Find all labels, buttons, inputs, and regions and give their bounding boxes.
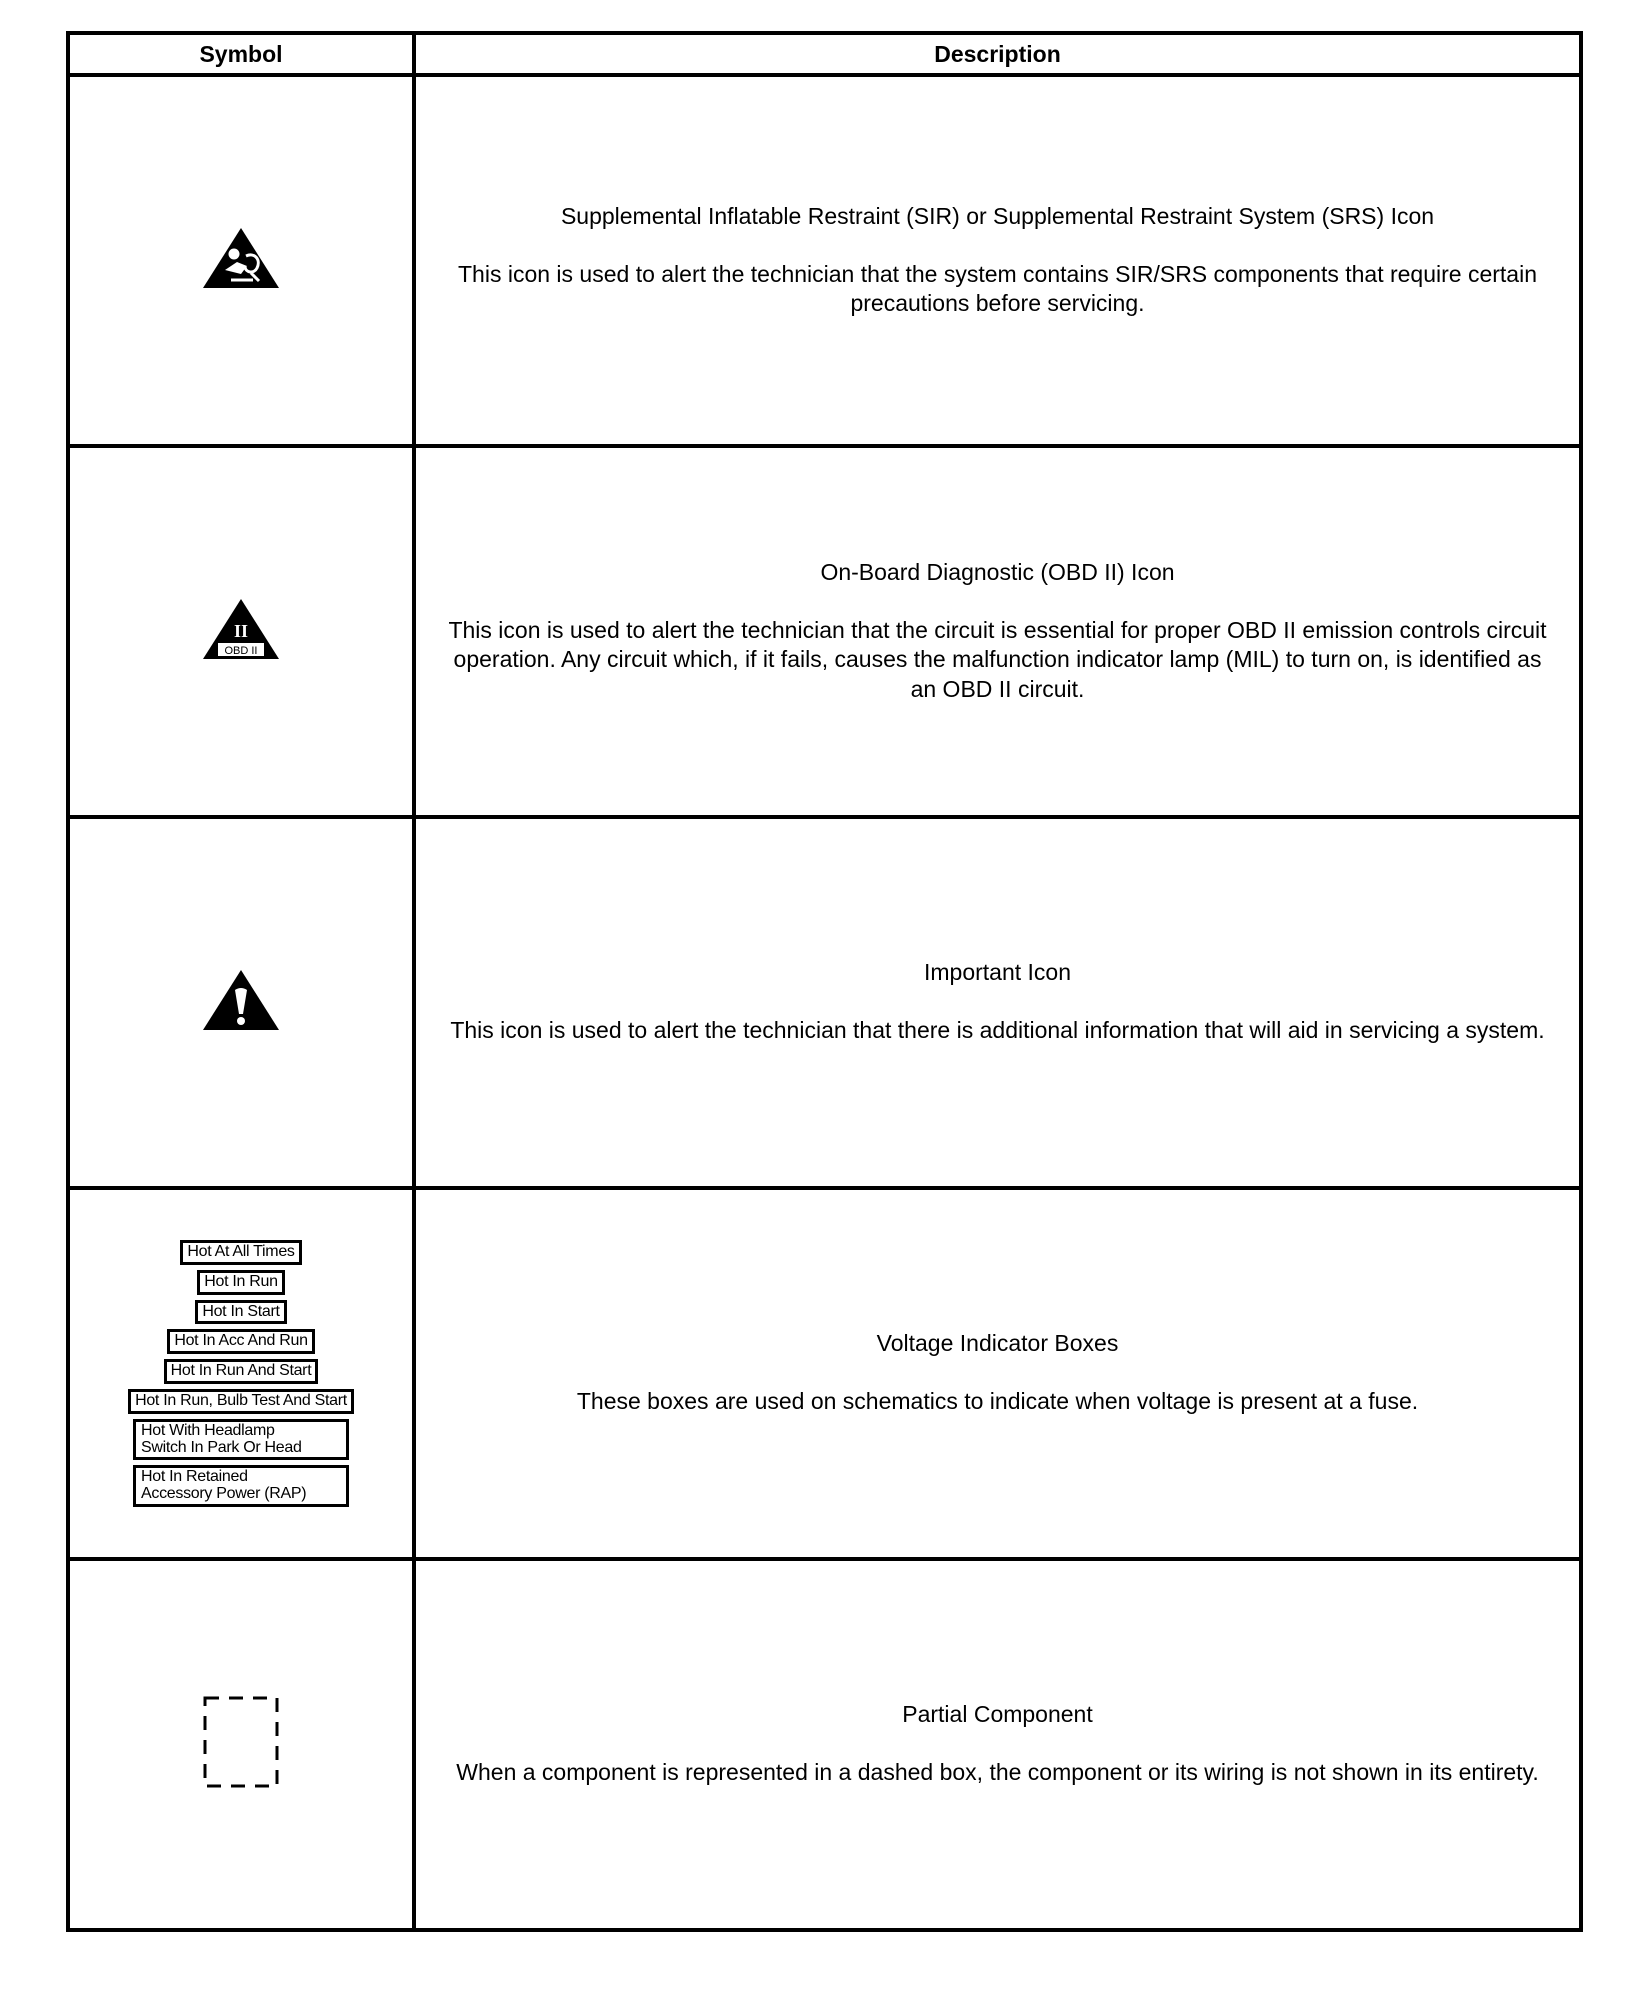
description-cell bbox=[414, 817, 1581, 1188]
description-text: This icon is used to alert the technician that there is additional information that will aid in servicing a system. bbox=[450, 1017, 1545, 1044]
voltage-box: Hot In Run bbox=[197, 1270, 285, 1295]
voltage-box: Hot In Start bbox=[195, 1300, 286, 1325]
description-text: When a component is represented in a dashed box, the component or its wiring is not shown in its entirety. bbox=[456, 1759, 1539, 1786]
symbol-cell bbox=[68, 1559, 414, 1930]
obd-icon-label: OBD II bbox=[224, 645, 258, 657]
voltage-box: Hot In Run And Start bbox=[164, 1359, 319, 1384]
description-text: These boxes are used on schematics to indicate when voltage is present at a fuse. bbox=[576, 1388, 1419, 1415]
voltage-box: Hot In Run, Bulb Test And Start bbox=[128, 1389, 354, 1414]
symbol-cell bbox=[68, 446, 414, 817]
symbol-cell bbox=[68, 1188, 414, 1559]
symbol-cell bbox=[68, 817, 414, 1188]
description-cell bbox=[414, 75, 1581, 446]
description-cell bbox=[414, 446, 1581, 817]
obd-icon-numeral: II bbox=[233, 621, 249, 641]
voltage-box bbox=[133, 1465, 349, 1507]
voltage-indicator-boxes bbox=[70, 1240, 412, 1507]
description-title: Voltage Indicator Boxes bbox=[876, 1330, 1119, 1357]
description-title: Important Icon bbox=[923, 959, 1072, 986]
sir-srs-icon bbox=[201, 226, 281, 295]
voltage-box: Hot In Acc And Run bbox=[167, 1329, 314, 1354]
voltage-box-line: Hot In Retained bbox=[141, 1468, 248, 1486]
table-row bbox=[68, 1559, 1581, 1930]
important-icon bbox=[201, 968, 281, 1037]
description-title: Partial Component bbox=[902, 1701, 1093, 1728]
description-column-header: Description bbox=[414, 33, 1581, 75]
voltage-box-line: Hot With Headlamp bbox=[141, 1421, 275, 1439]
description-cell bbox=[414, 1559, 1581, 1930]
description-text: This icon is used to alert the technician that the system contains SIR/SRS components that require certain precautions before servicing. bbox=[458, 260, 1537, 316]
table-row bbox=[68, 817, 1581, 1188]
table-row bbox=[68, 446, 1581, 817]
symbol-legend-table bbox=[66, 31, 1583, 1932]
obd-ii-icon bbox=[201, 597, 281, 666]
table-row bbox=[68, 1188, 1581, 1559]
description-text: This icon is used to alert the technician that the circuit is essential for proper OBD II emission controls circuit operation. Any circuit which, if it fails, causes the malfunction indicator lamp (MIL) to turn on, is identified as an OBD II circuit. bbox=[448, 617, 1547, 702]
voltage-box-line: Switch In Park Or Head bbox=[141, 1438, 302, 1456]
voltage-box-line: Accessory Power (RAP) bbox=[141, 1485, 307, 1503]
table-row bbox=[68, 75, 1581, 446]
partial-component-dashed-box bbox=[201, 1694, 281, 1795]
voltage-box: Hot At All Times bbox=[180, 1240, 301, 1265]
voltage-box bbox=[133, 1419, 349, 1461]
description-title: Supplemental Inflatable Restraint (SIR) or Supplemental Restraint System (SRS) Icon bbox=[560, 202, 1435, 229]
symbol-cell bbox=[68, 75, 414, 446]
symbol-column-header: Symbol bbox=[68, 33, 414, 75]
header-row bbox=[68, 33, 1581, 75]
description-title: On-Board Diagnostic (OBD II) Icon bbox=[820, 559, 1175, 586]
description-cell bbox=[414, 1188, 1581, 1559]
